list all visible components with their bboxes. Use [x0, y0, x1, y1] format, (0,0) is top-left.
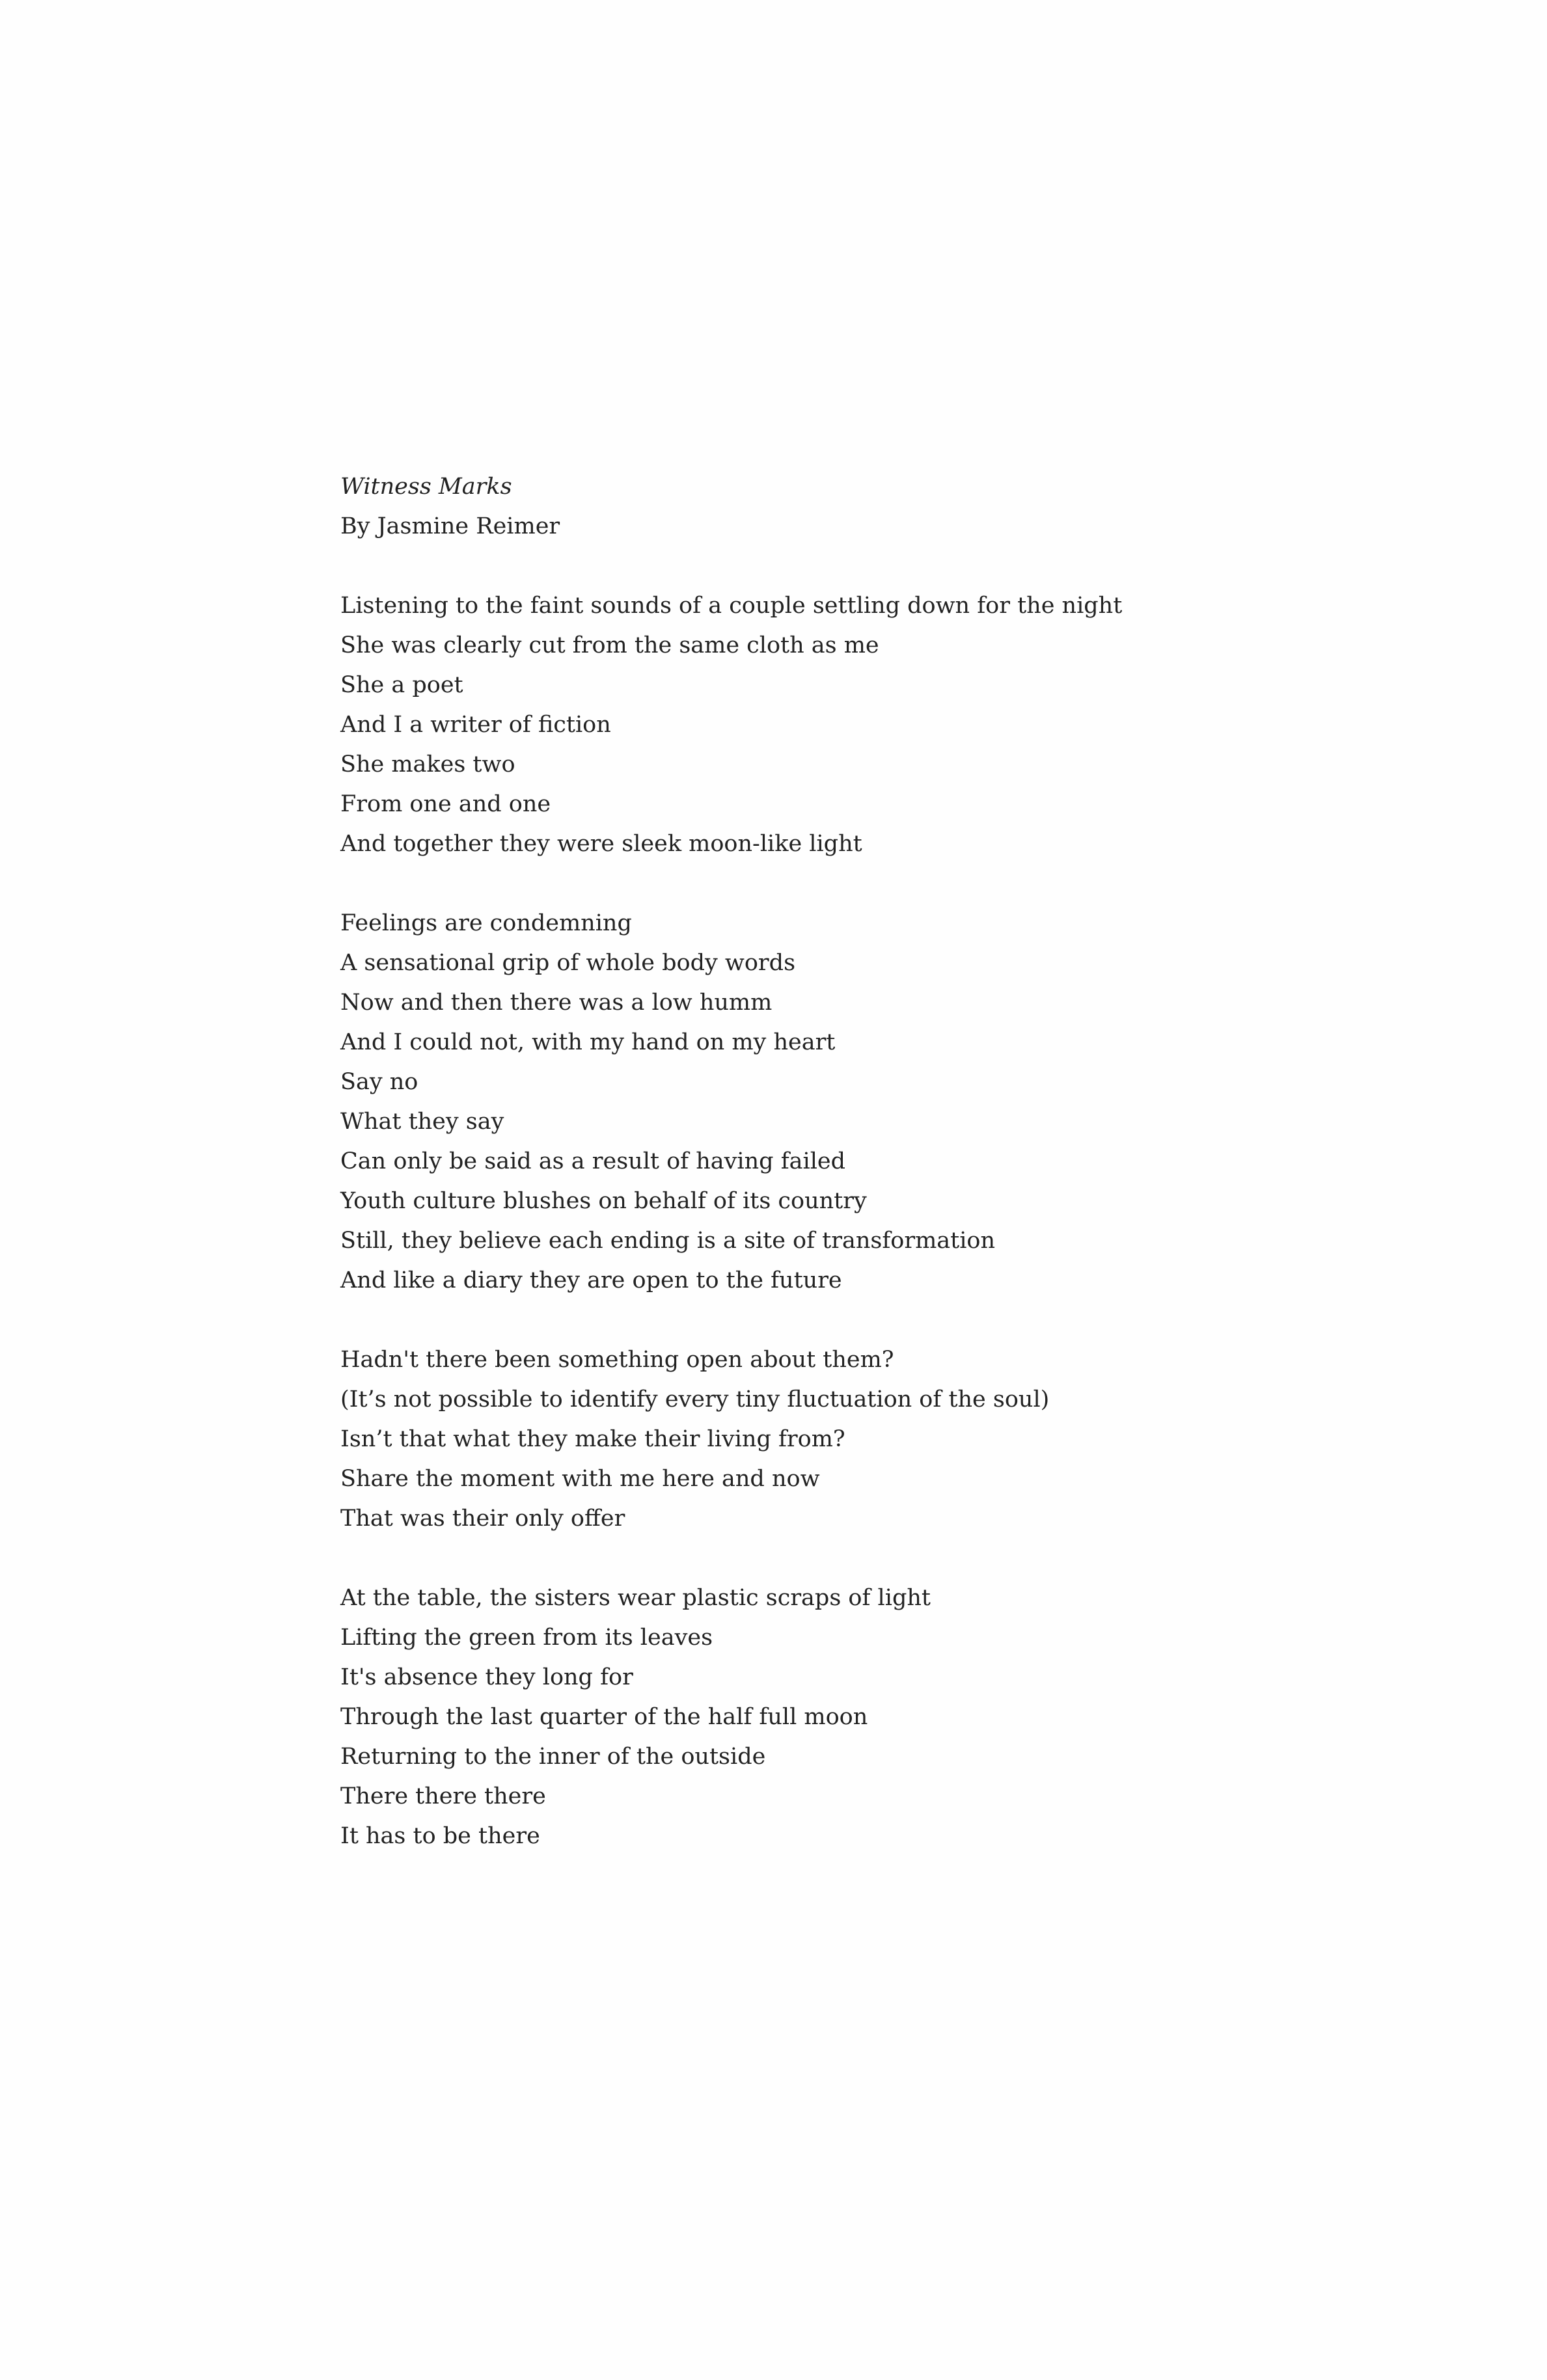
- poem-line: Hadn't there been something open about them?: [340, 1347, 894, 1373]
- poem-line: It has to be there: [340, 1823, 540, 1849]
- poem-line: From one and one: [340, 791, 551, 817]
- poem-line: Can only be said as a result of having failed: [340, 1148, 846, 1174]
- poem-line: There there there: [340, 1783, 546, 1809]
- poem-line: Share the moment with me here and now: [340, 1466, 820, 1492]
- poem-line: A sensational grip of whole body words: [340, 950, 796, 976]
- poem-line: And I could not, with my hand on my heart: [340, 1029, 836, 1055]
- poem-line: Isn’t that what they make their living from?: [340, 1426, 845, 1452]
- poem-line: She was clearly cut from the same cloth as me: [340, 632, 879, 658]
- poem-line: And I a writer of fiction: [340, 712, 611, 738]
- poem-line: That was their only offer: [340, 1506, 625, 1532]
- stanza-gap: [340, 1301, 1447, 1340]
- poem-line: And like a diary they are open to the future: [340, 1267, 842, 1293]
- poem-line: Lifting the green from its leaves: [340, 1625, 713, 1651]
- poem-line: At the table, the sisters wear plastic scraps of light: [340, 1585, 931, 1611]
- stanza-gap: [340, 1539, 1447, 1578]
- poem-title: Witness Marks: [340, 474, 512, 500]
- poem-byline: By Jasmine Reimer: [340, 513, 560, 539]
- poem-line: It's absence they long for: [340, 1664, 633, 1690]
- poem-line: She makes two: [340, 751, 515, 778]
- poem-line: Say no: [340, 1069, 418, 1095]
- stanza-3: [340, 1340, 1447, 1539]
- stanza-1: [340, 586, 1447, 864]
- poem-line: Still, they believe each ending is a site of transformation: [340, 1228, 996, 1254]
- stanza-2: [340, 904, 1447, 1301]
- stanza-4: [340, 1578, 1447, 1856]
- poem-line: Returning to the inner of the outside: [340, 1744, 766, 1770]
- poem-line: Feelings are condemning: [340, 910, 632, 936]
- poem-line: Through the last quarter of the half full moon: [340, 1704, 868, 1730]
- poem-line: And together they were sleek moon-like light: [340, 831, 862, 857]
- poem-line: Listening to the faint sounds of a couple settling down for the night: [340, 593, 1123, 619]
- poem-line: (It’s not possible to identify every tiny fluctuation of the soul): [340, 1386, 1050, 1413]
- poem-line: Now and then there was a low humm: [340, 990, 773, 1016]
- stanza-gap: [340, 864, 1447, 904]
- poem: [340, 467, 1447, 1856]
- poem-line: She a poet: [340, 672, 463, 698]
- poem-line: What they say: [340, 1109, 504, 1135]
- poem-line: Youth culture blushes on behalf of its country: [340, 1188, 867, 1214]
- stanza-gap: [340, 547, 1447, 586]
